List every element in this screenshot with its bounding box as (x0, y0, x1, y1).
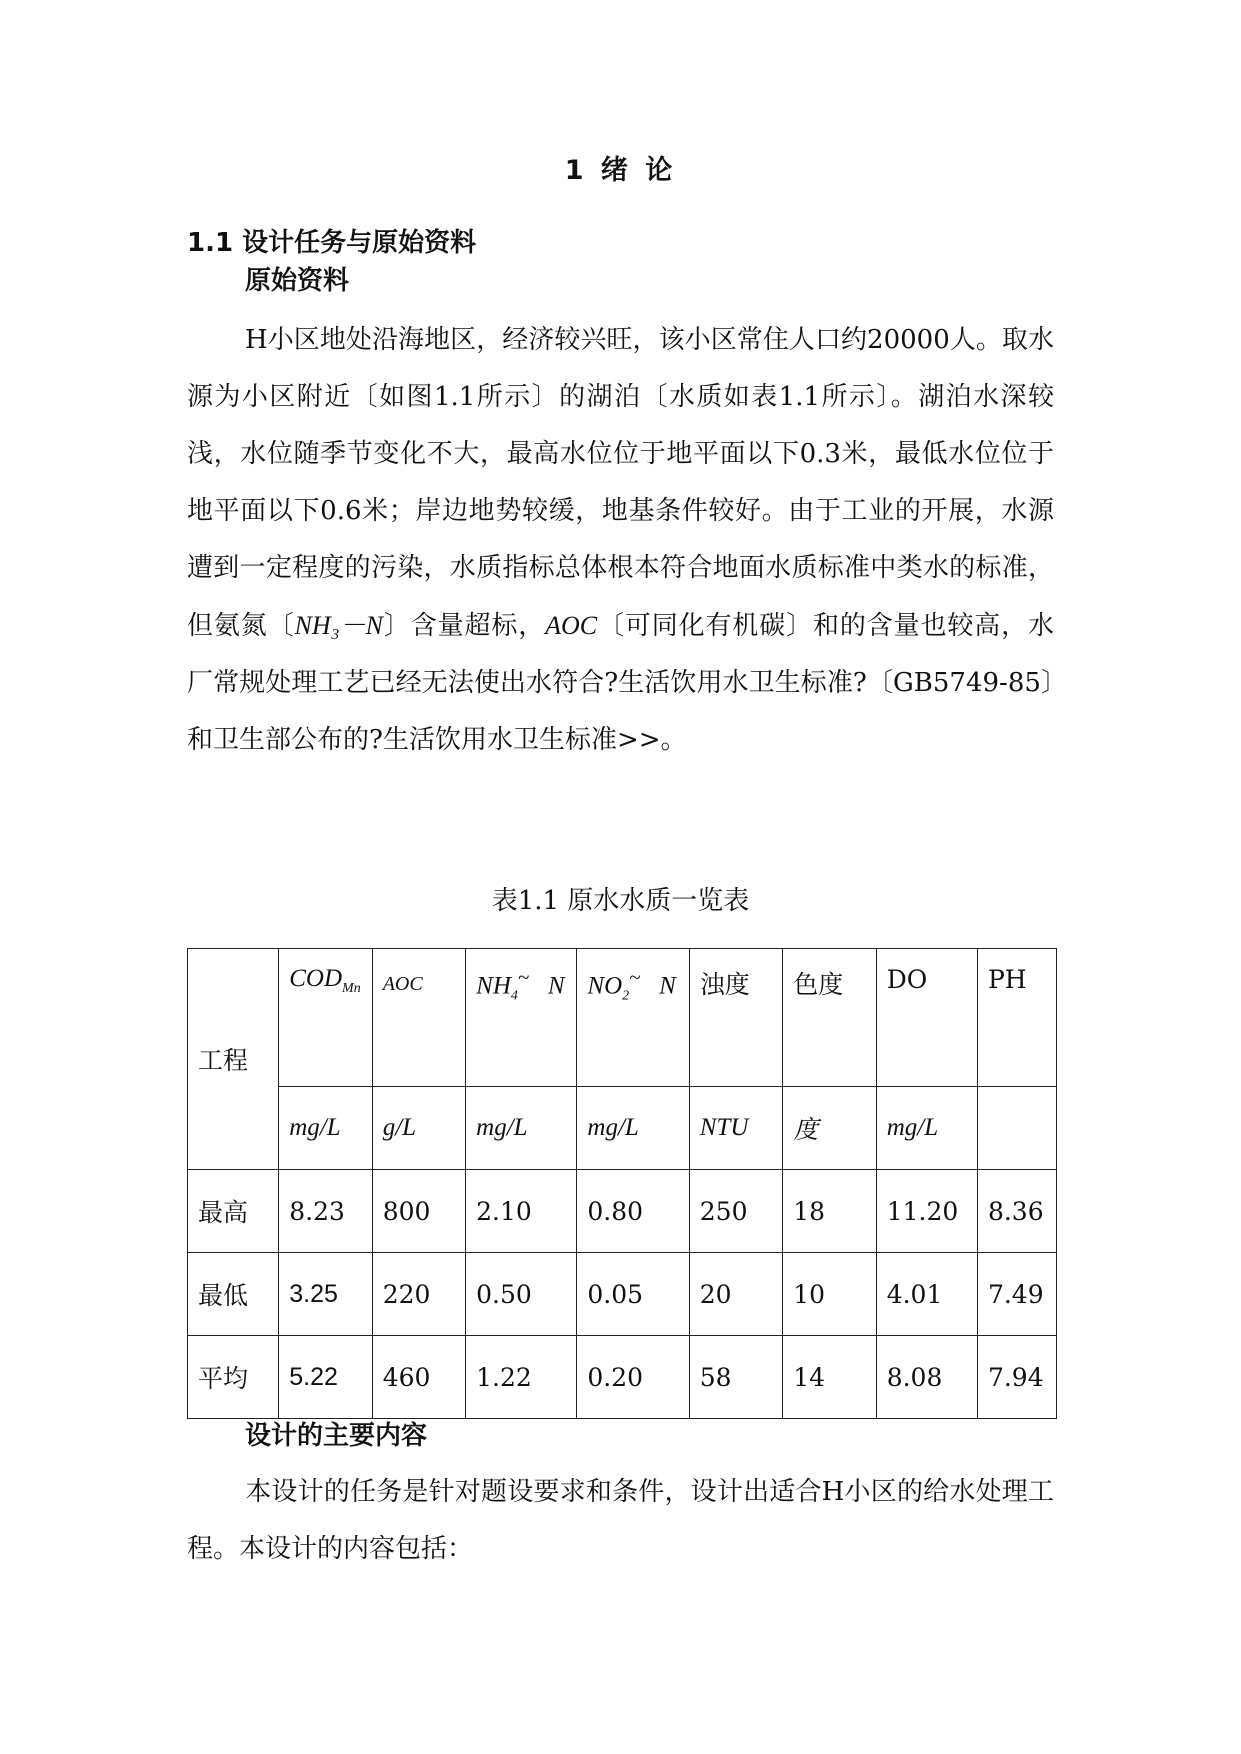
table-row (188, 1170, 1057, 1253)
unit-cell (977, 1087, 1056, 1170)
header-do: DO (876, 949, 977, 1087)
table-cell: 11.20 (876, 1170, 977, 1253)
table-cell: 8.36 (977, 1170, 1056, 1253)
table-cell: 2.10 (466, 1170, 577, 1253)
unit-cell: mg/L (577, 1087, 689, 1170)
paragraph-text-part1: H小区地处沿海地区，经济较兴旺，该小区常住人口约20000人。取水源为小区附近〔如图1.1所示〕的湖泊〔水质如表1.1所示〕。湖泊水深较浅，水位随季节变化不大，最高水位位于地平面以下0.3米，最低水位位于地平面以下0.6米；岸边地势较缓，地基条件较好。由于工业的开展，水源遭到一定程度的污染，水质指标总体根本符合地面水质标准中类水的标准，但氨氮〔 (187, 325, 1054, 641)
header-aoc: AOC (372, 949, 465, 1087)
header-ph: PH (977, 949, 1056, 1087)
table-cell: 460 (372, 1336, 465, 1419)
paragraph-text-part2: 〕含量超标， (383, 611, 546, 641)
water-quality-table (187, 948, 1057, 1419)
table-cell: 8.23 (279, 1170, 372, 1253)
header-no2: $NO_2^\sim$ N (577, 949, 689, 1087)
row-label: 最低 (188, 1253, 279, 1336)
table-cell: 800 (372, 1170, 465, 1253)
nh3-n-term: NH₃－N (294, 611, 383, 640)
table-cell: 220 (372, 1253, 465, 1336)
table-cell: 4.01 (876, 1253, 977, 1336)
table-cell: 1.22 (466, 1336, 577, 1419)
table-cell: 18 (783, 1170, 876, 1253)
table-cell: 0.20 (577, 1336, 689, 1419)
table-cell: 10 (783, 1253, 876, 1336)
table-cell: 14 (783, 1336, 876, 1419)
row-label: 平均 (188, 1336, 279, 1419)
unit-cell: mg/L (279, 1087, 372, 1170)
table-cell: 58 (689, 1336, 782, 1419)
table-row (188, 1336, 1057, 1419)
table-units-row (188, 1087, 1057, 1170)
unit-cell: NTU (689, 1087, 782, 1170)
table-cell: 7.94 (977, 1336, 1056, 1419)
table-cell: 0.05 (577, 1253, 689, 1336)
table-cell: 20 (689, 1253, 782, 1336)
unit-cell: 度 (783, 1087, 876, 1170)
subsection-title-original-data: 原始资料 (245, 266, 350, 296)
chapter-title: 1 绪 论 (564, 155, 677, 186)
unit-cell: mg/L (876, 1087, 977, 1170)
table-header-row (188, 949, 1057, 1087)
header-turbidity: 浊度 (689, 949, 782, 1087)
subsection-title-main-content: 设计的主要内容 (245, 1421, 428, 1451)
row-label-header: 工程 (188, 949, 279, 1170)
table-cell: 5.22 (279, 1336, 372, 1419)
paragraph-source-description (187, 312, 1054, 769)
paragraph-text: 本设计的任务是针对题设要求和条件，设计出适合H小区的给水处理工程。本设计的内容包括： (187, 1477, 1054, 1564)
table-cell: 0.80 (577, 1170, 689, 1253)
table-cell: 3.25 (279, 1253, 372, 1336)
table-cell: 7.49 (977, 1253, 1056, 1336)
header-color: 色度 (783, 949, 876, 1087)
table-cell: 8.08 (876, 1336, 977, 1419)
header-cod: $COD_{Mn}$ (279, 949, 372, 1087)
table-caption: 表1.1 原水水质一览表 (491, 886, 750, 916)
paragraph-design-task (187, 1464, 1054, 1578)
header-nh4: $NH_4^\sim$ N (466, 949, 577, 1087)
section-title: 1.1 设计任务与原始资料 (187, 228, 477, 258)
table-row (188, 1253, 1057, 1336)
table-cell: 0.50 (466, 1253, 577, 1336)
row-label: 最高 (188, 1170, 279, 1253)
unit-cell: mg/L (466, 1087, 577, 1170)
paragraph-text-part3: 〔可同化有机碳〕和的含量也较高，水厂常规处理工艺已经无法使出水符合?生活饮用水卫生标准?〔GB5749-85〕和卫生部公布的?生活饮用水卫生标准>>。 (187, 611, 1054, 755)
table-cell: 250 (689, 1170, 782, 1253)
aoc-term: AOC (545, 611, 598, 640)
unit-cell: g/L (372, 1087, 465, 1170)
